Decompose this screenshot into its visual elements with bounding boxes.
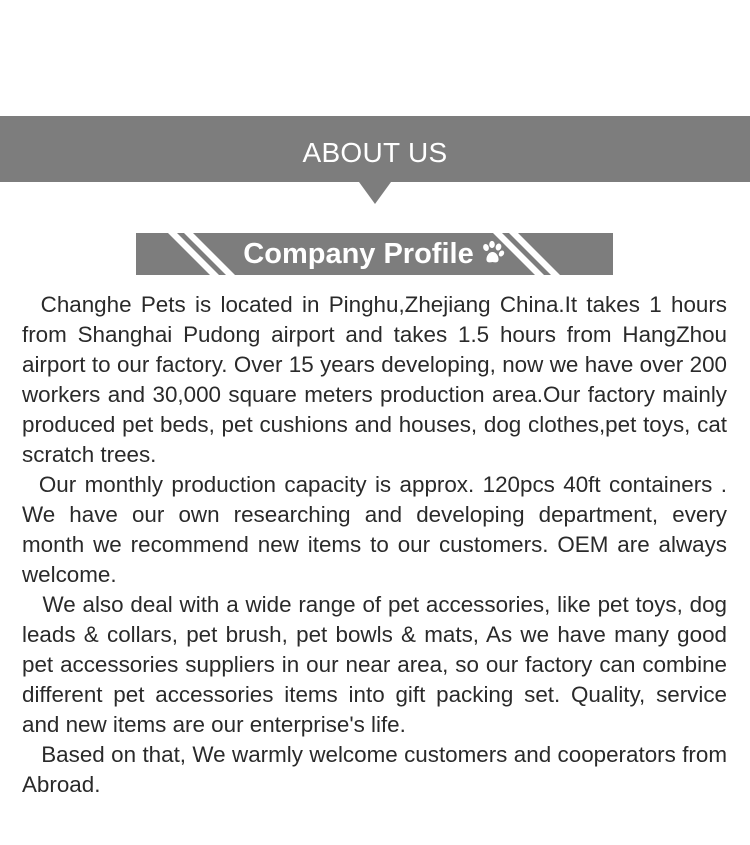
paragraph-location: Changhe Pets is located in Pinghu,Zhejiang China.It takes 1 hours from Shanghai Pudong airport and takes 1.5 hours from HangZhou airport to our factory. Over 15 years developing, now we have over 200 workers and 30,000 square meters production area.Our factory mainly produced pet beds, pet cushions and houses, dog clothes,pet toys, cat scratch trees. (22, 292, 727, 467)
company-profile-heading (136, 233, 613, 275)
about-us-title: ABOUT US (302, 137, 448, 168)
paragraph-welcome: Based on that, We warmly welcome customers and cooperators from Abroad. (22, 742, 727, 797)
paragraph-accessories: We also deal with a wide range of pet accessories, like pet toys, dog leads & collars, pet brush, pet bowls & mats, As we have many good pet accessories suppliers in our near area, so our factory can combine different pet accessories items into gift packing set. Quality, service and new items are our enterprise's life. (22, 592, 727, 737)
header-pointer-arrow (359, 182, 391, 204)
about-us-header (0, 116, 750, 182)
company-description (22, 290, 727, 800)
paragraph-capacity: Our monthly production capacity is approx. 120pcs 40ft containers . We have our own researching and developing department, every month we recommend new items to our customers. OEM are always welcome. (22, 472, 727, 587)
company-profile-label: Company Profile (243, 238, 474, 270)
paw-icon (480, 240, 506, 266)
company-profile-banner (136, 233, 613, 275)
